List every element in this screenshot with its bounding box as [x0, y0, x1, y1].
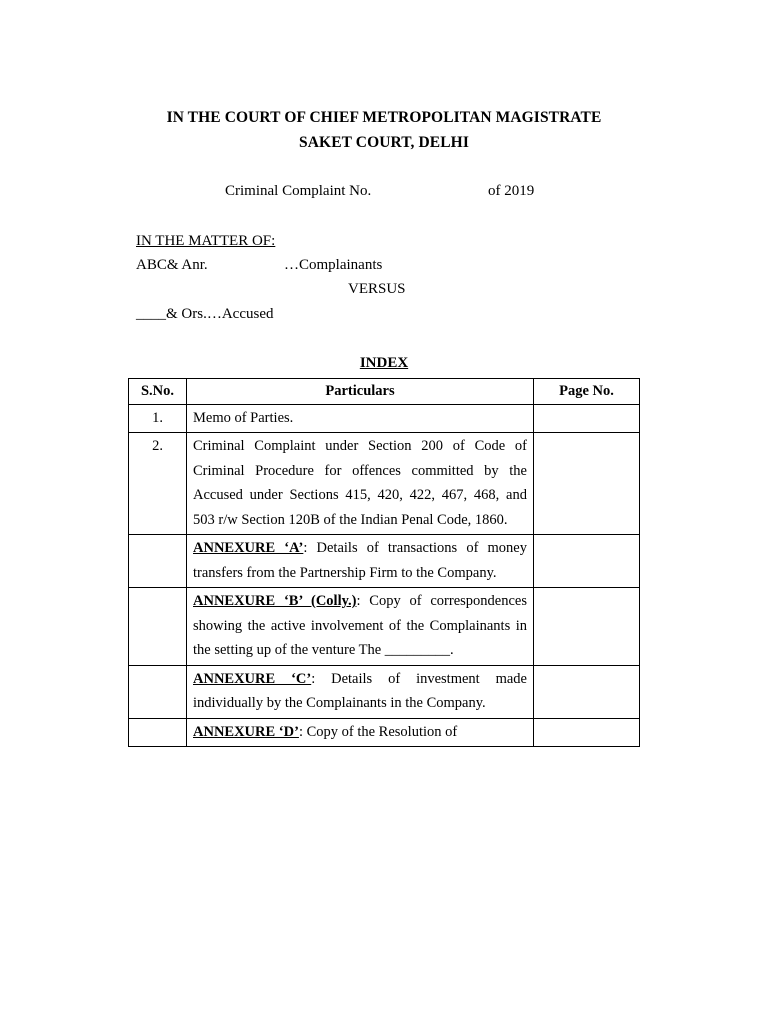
- index-table: [128, 378, 640, 747]
- row-sno: [129, 588, 187, 666]
- column-header-particulars: Particulars: [187, 379, 534, 405]
- row-particulars: Criminal Complaint under Section 200 of Code of Criminal Procedure for offences committed by the Accused under Sections 415, 420, 422, 467, 468, and 503 r/w Section 120B of the Indian Penal Code, 1860.: [187, 433, 534, 535]
- annexure-label: ANNEXURE ‘A’: [193, 540, 304, 556]
- column-header-page-no: Page No.: [534, 379, 640, 405]
- row-page-no: [534, 718, 640, 747]
- complaint-number-label: Criminal Complaint No.: [225, 183, 372, 199]
- index-title: INDEX: [359, 355, 409, 371]
- row-sno: [129, 535, 187, 588]
- row-sno: 2.: [129, 433, 187, 535]
- row-page-no: [534, 665, 640, 718]
- complaint-year-label: of 2019: [488, 183, 535, 199]
- annexure-description: : Copy of correspondences showing the active involvement of the Complainants in the setting up of the venture The _________.: [193, 593, 527, 658]
- court-name-line1: IN THE COURT OF CHIEF METROPOLITAN MAGISTRATE: [166, 109, 602, 126]
- row-page-no: [534, 535, 640, 588]
- court-name-line2: SAKET COURT, DELHI: [299, 134, 469, 151]
- row-page-no: [534, 433, 640, 535]
- index-header-row: [129, 379, 640, 405]
- table-row: [129, 588, 640, 666]
- complainant-role: …Complainants: [284, 257, 383, 273]
- table-row: [129, 433, 640, 535]
- row-particulars: Memo of Parties.: [187, 404, 534, 433]
- row-sno: [129, 665, 187, 718]
- row-particulars: [187, 718, 534, 747]
- annexure-label: ANNEXURE ‘C’: [193, 670, 312, 687]
- annexure-description: : Copy of the Resolution of: [298, 723, 458, 740]
- table-row: [129, 404, 640, 433]
- row-page-no: [534, 404, 640, 433]
- annexure-label: ANNEXURE ‘B’ (Colly.): [193, 593, 357, 609]
- row-sno: 1.: [129, 404, 187, 433]
- annexure-description: : Details of investment made individually by the Complainants in the Company.: [193, 670, 527, 711]
- row-particulars: [187, 588, 534, 666]
- row-particulars: [187, 665, 534, 718]
- row-page-no: [534, 588, 640, 666]
- in-the-matter-heading: IN THE MATTER OF:: [136, 233, 276, 249]
- accused-line: ____& Ors.…Accused: [136, 306, 274, 322]
- annexure-label: ANNEXURE ‘D’: [193, 723, 299, 740]
- table-row: [129, 665, 640, 718]
- annexure-description: : Details of transactions of money transfers from the Partnership Firm to the Company.: [193, 540, 527, 581]
- table-row: [129, 718, 640, 747]
- column-header-sno: S.No.: [129, 379, 187, 405]
- row-sno: [129, 718, 187, 747]
- versus-label: VERSUS: [348, 281, 406, 297]
- row-particulars: [187, 535, 534, 588]
- table-row: [129, 535, 640, 588]
- complainant-name: ABC& Anr.: [136, 257, 208, 273]
